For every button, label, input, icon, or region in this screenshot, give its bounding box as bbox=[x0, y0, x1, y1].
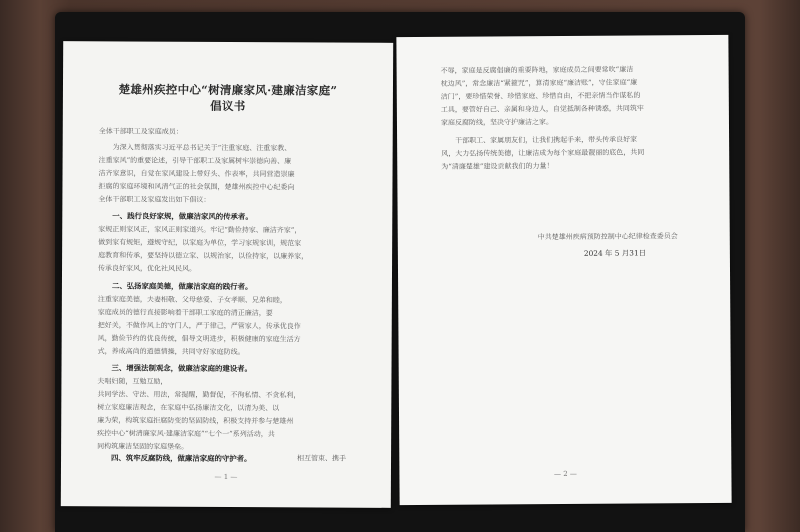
intro-line: 注重家风”的重要论述，引导干部职工及家属树牢崇德向善、廉 bbox=[98, 156, 292, 166]
section-2-line: 式，养成高尚的道德情操，共同守好家庭防线。 bbox=[97, 347, 245, 357]
page-number: — 2 — bbox=[553, 469, 577, 479]
intro-line: 全体干部职工及家庭发出如下倡议： bbox=[98, 195, 211, 204]
section-4-tail: 相互管束、携手 bbox=[297, 454, 347, 463]
closing-line: 风，大力弘扬传统美德，让廉洁成为每个家庭最靓丽的底色，共同 bbox=[441, 148, 645, 158]
section-1-line: 家规正则家风正，家风正则家道兴。牢记“勤俭持家、廉洁齐家”， bbox=[98, 225, 302, 235]
body-line: 枕边风”，常念廉洁“紧箍咒”，算清家庭“廉洁账”，守住家庭“廉 bbox=[440, 78, 638, 88]
section-3-line: 夫唱妇随，互勉互励， bbox=[97, 377, 168, 386]
section-3-line: 疾控中心“树清廉家风·建廉洁家庭”“七个一”系列活动，共 bbox=[97, 429, 275, 439]
body-line: 家庭反腐防线，坚决守护廉洁之家。 bbox=[440, 118, 553, 127]
body-line: 不辱，家庭是反腐倡廉的重要阵地，家庭成员之间要常吹“廉洁 bbox=[440, 65, 634, 75]
section-2-heading: 二、弘扬家庭美德，做廉洁家庭的践行者。 bbox=[111, 281, 253, 292]
section-3-line: 廉为荣，构筑家庭拒腐防变的坚固防线，积极支持并参与楚雄州 bbox=[97, 416, 294, 426]
section-4-heading: 四、筑牢反腐防线，做廉洁家庭的守护者。 bbox=[111, 453, 252, 464]
document-page-2 bbox=[396, 35, 731, 505]
salutation: 全体干部职工及家庭成员： bbox=[98, 127, 183, 136]
section-2-line: 风，勤俭节约的优良传统，倡导文明进步，积极健康的家庭生活方 bbox=[97, 334, 301, 344]
signature-date: 2024 年 5 月31日 bbox=[583, 248, 647, 258]
section-3-line: 共同学法、守法、用法，常提醒，勤督促，不徇私情、不贪私利， bbox=[97, 390, 301, 400]
section-3-heading: 三、增强法制观念，做廉洁家庭的建设者。 bbox=[111, 363, 252, 374]
section-1-heading: 一、践行良好家规，做廉洁家风的传承者。 bbox=[112, 211, 253, 222]
body-line: 洁门”，要珍惜荣誉、珍惜家庭、珍惜自由，不把亲情当作谋私的 bbox=[440, 91, 641, 101]
document-title-subtitle: 倡议书 bbox=[210, 98, 246, 114]
intro-line: 拒腐的家庭环境和风清气正的社会氛围，楚雄州疾控中心纪委向 bbox=[98, 182, 295, 192]
signature-organization: 中共楚雄州疾病预防控制中心纪律检查委员会 bbox=[537, 232, 678, 242]
section-1-line: 传承良好家风，优化社风民风。 bbox=[98, 264, 197, 273]
intro-line: 洁齐家意识，自觉在家风建设上带好头、作表率，共同营造崇廉 bbox=[98, 169, 295, 179]
closing-line: 干部职工、家属朋友们，让我们携起手来，带头传承良好家 bbox=[455, 135, 638, 145]
section-2-line: 把好关，不做作风上的守门人，严于律己，严管家人，传承优良作 bbox=[97, 321, 301, 331]
section-1-line: 做到家有规矩，遵规守纪，以家庭为单位，学习家规家训，规范家 bbox=[98, 238, 302, 248]
section-2-line: 家庭成员的德行直接影响着干部职工家庭的清正廉洁，要 bbox=[97, 308, 273, 318]
intro-line: 为深入贯彻落实习近平总书记关于“注重家庭、注重家教、 bbox=[112, 143, 292, 153]
page-number: — 1 — bbox=[214, 472, 238, 482]
section-2-line: 注重家庭美德，夫妻相敬、父母慈爱、子女孝顺、兄弟和睦， bbox=[97, 295, 287, 305]
document-title: 楚雄州疾控中心“树清廉家风·建廉洁家庭” bbox=[118, 82, 338, 98]
body-line: 工具，要管好自己、亲属和身边人，自觉抵制各种诱惑，共同筑牢 bbox=[440, 104, 644, 114]
section-3-line: 同构筑廉洁坚固的家庭堡垒。 bbox=[97, 442, 189, 451]
document-page-1 bbox=[61, 41, 393, 508]
closing-line: 为“清廉楚雄”建设贡献我们的力量！ bbox=[441, 162, 554, 171]
section-3-line: 树立家庭廉洁观念，在家庭中弘扬廉洁文化，以清为美、以 bbox=[97, 403, 280, 413]
section-1-line: 庭教育和传承，要坚持以德立家、以规治家，以俭持家，以廉养家， bbox=[98, 251, 309, 261]
